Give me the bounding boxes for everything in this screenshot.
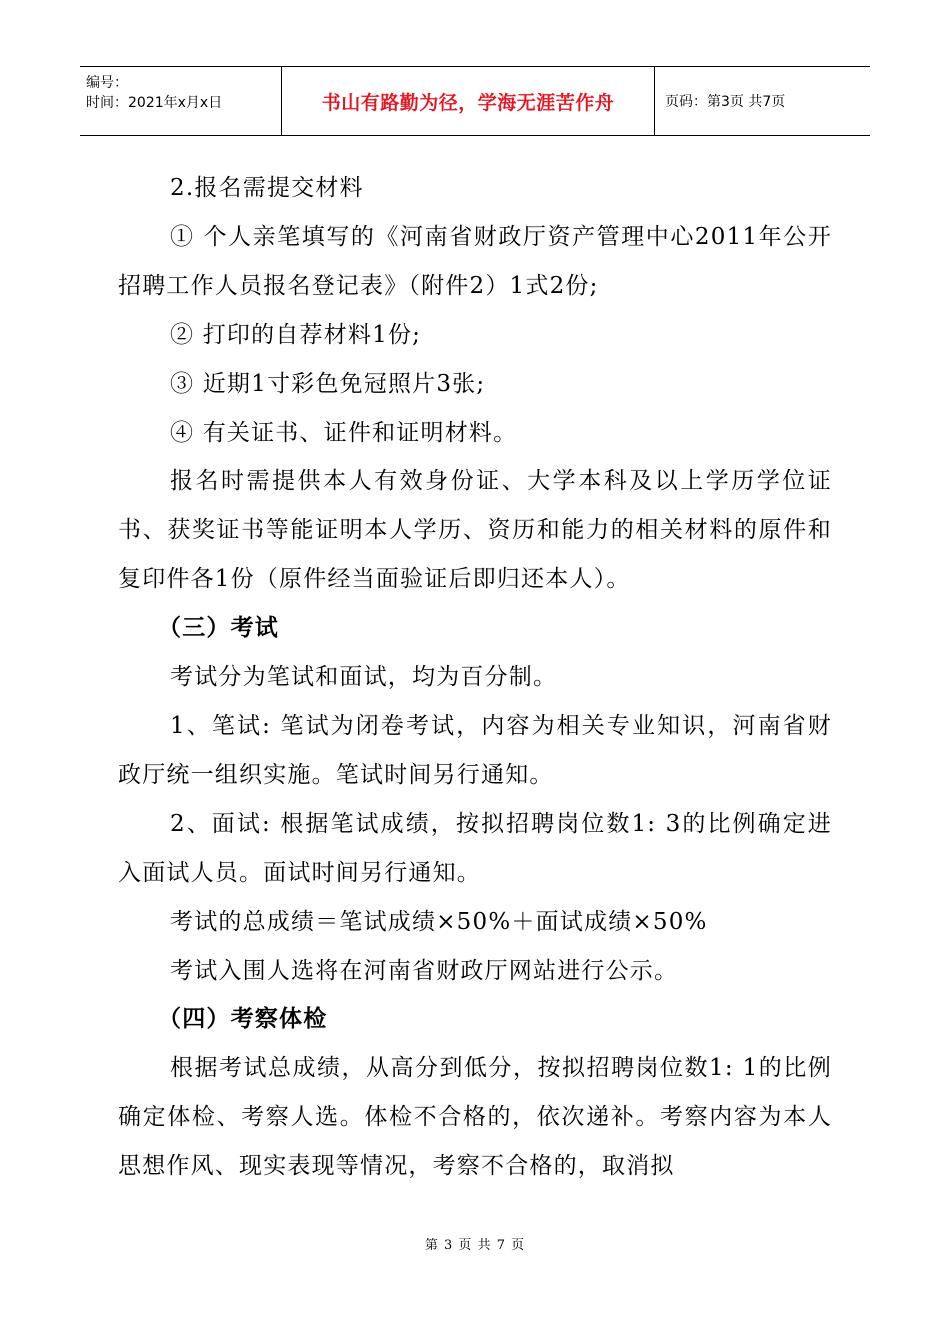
header-page-info: 页码：第3页 共7页: [665, 94, 786, 110]
body-paragraph: 考试的总成绩＝笔试成绩×50%＋面试成绩×50%: [170, 908, 708, 935]
section-heading: （四）考察体检: [158, 1006, 328, 1033]
body-paragraph: 考试分为笔试和面试，均为百分制。: [170, 664, 558, 691]
body-paragraph: 报名时需提供本人有效身份证、大学本科及以上学历学位证书、获奖证书等能证明本人学历、资历和能力的相关材料的原件和复印件各1份（原件经当面验证后即归还本人）。: [118, 468, 832, 593]
body-paragraph: ③ 近期1寸彩色免冠照片3张;: [170, 370, 486, 397]
body-paragraph: ② 打印的自荐材料1份;: [170, 321, 422, 348]
body-paragraph: 2.报名需提交材料: [170, 175, 364, 201]
body-paragraph: ④ 有关证书、证件和证明材料。: [170, 419, 518, 446]
body-paragraph: 2、面试: 根据笔试成绩，按拟招聘岗位数1: 3的比例确定进入面试人员。面试时间另行通知。: [118, 810, 832, 886]
body-paragraph: 根据考试总成绩，从高分到低分，按拟招聘岗位数1: 1的比例确定体检、考察人选。体检不合格的，依次递补。考察内容为本人思想作风、现实表现等情况，考察不合格的，取消拟: [118, 1055, 832, 1180]
body-paragraph: 考试入围人选将在河南省财政厅网站进行公示。: [170, 957, 679, 984]
document-header: [80, 66, 870, 136]
header-time-label: 时间：2021年x月x日: [86, 95, 223, 111]
document-body: [118, 164, 832, 1191]
body-paragraph: ① 个人亲笔填写的《河南省财政厅资产管理中心2011年公开招聘工作人员报名登记表》（附件2）1式2份;: [118, 223, 832, 299]
header-meta: [80, 67, 282, 135]
page-footer: 第 3 页 共 7 页: [424, 1238, 526, 1253]
body-paragraph: 1、笔试: 笔试为闭卷考试，内容为相关专业知识，河南省财政厅统一组织实施。笔试时间另行通知。: [118, 712, 832, 788]
section-heading: （三）考试: [158, 615, 279, 642]
header-motto: 书山有路勤为径，学海无涯苦作舟: [282, 67, 655, 135]
header-number-label: 编号：: [86, 75, 128, 91]
